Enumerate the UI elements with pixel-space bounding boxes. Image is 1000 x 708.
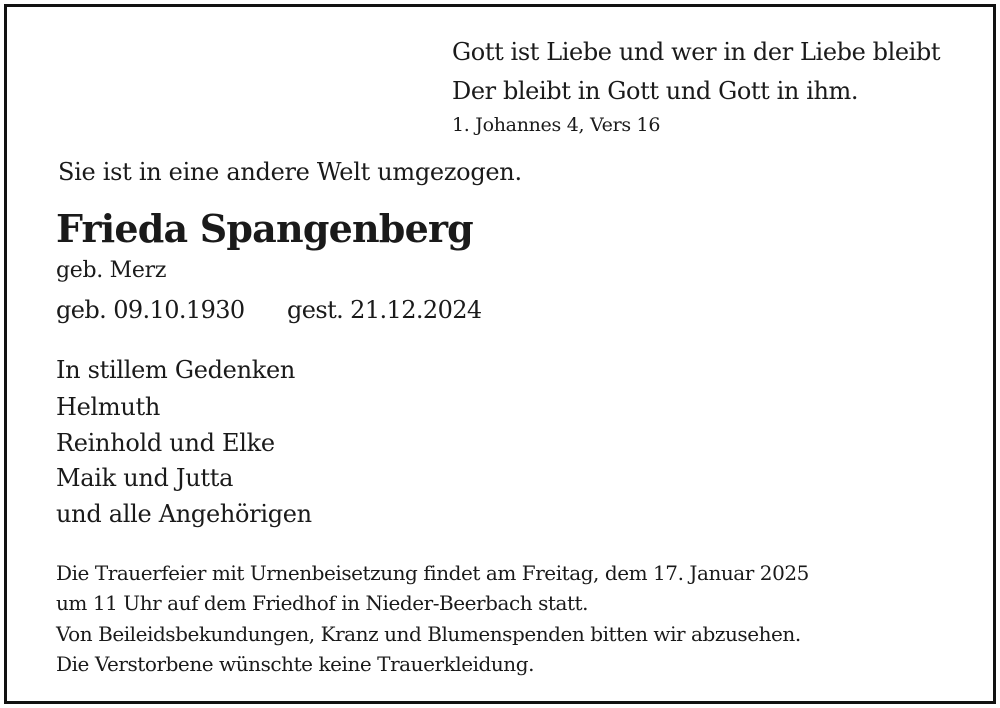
bible-verse-line-2: Der bleibt in Gott und Gott in ihm. <box>452 77 859 105</box>
birth-date: geb. 09.10.1930 <box>56 296 245 324</box>
mourners-line-4: Maik und Jutta <box>56 464 234 492</box>
mourners-line-3: Reinhold und Elke <box>56 429 275 457</box>
death-date: gest. 21.12.2024 <box>287 296 482 324</box>
notice-line-2: um 11 Uhr auf dem Friedhof in Nieder-Beerbach statt. <box>56 591 589 615</box>
mourners-line-5: und alle Angehörigen <box>56 500 312 528</box>
mourners-line-1: In stillem Gedenken <box>56 356 296 384</box>
maiden-name: geb. Merz <box>56 258 167 283</box>
bible-verse-reference: 1. Johannes 4, Vers 16 <box>452 114 661 136</box>
notice-line-4: Die Verstorbene wünschte keine Trauerkleidung. <box>56 652 535 676</box>
notice-line-1: Die Trauerfeier mit Urnenbeisetzung findet am Freitag, dem 17. Januar 2025 <box>56 561 809 585</box>
deceased-name: Frieda Spangenberg <box>56 206 473 251</box>
mourners-line-2: Helmuth <box>56 393 161 421</box>
notice-line-3: Von Beileidsbekundungen, Kranz und Blumenspenden bitten wir abzusehen. <box>56 622 801 646</box>
bible-verse-line-1: Gott ist Liebe und wer in der Liebe bleibt <box>452 38 941 66</box>
intro-sentence: Sie ist in eine andere Welt umgezogen. <box>58 158 522 186</box>
